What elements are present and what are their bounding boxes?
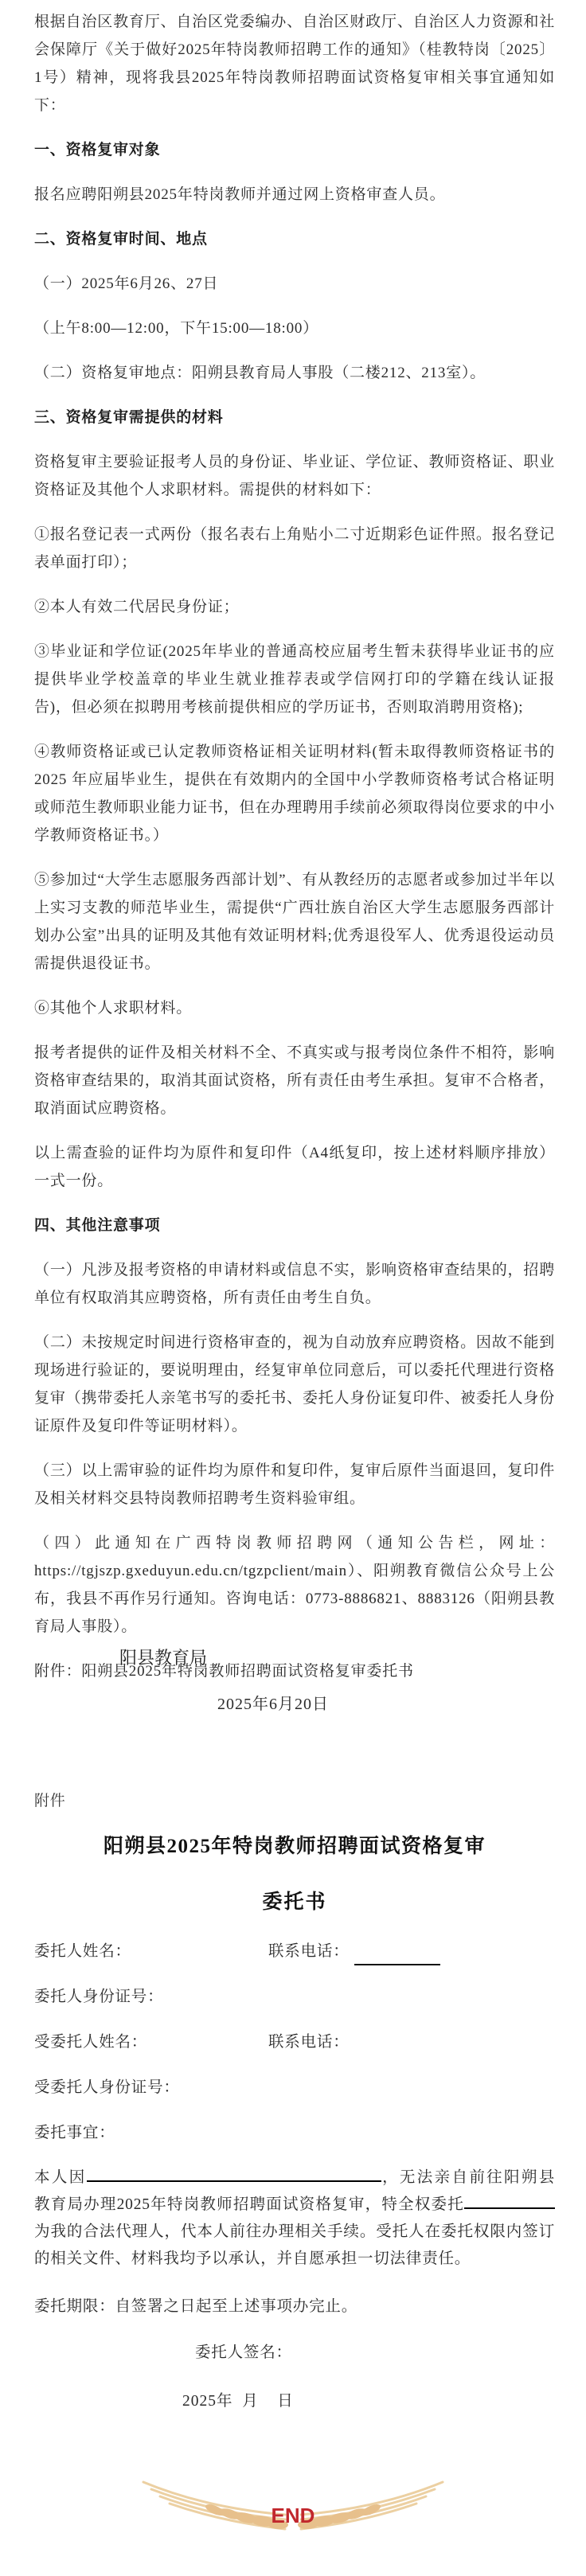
delegation-statement [34, 2164, 555, 2273]
principal-phone-blank [354, 1943, 440, 1965]
agent-blank [464, 2193, 555, 2209]
delegation-term: 委托期限：自签署之日起至上述事项办完止。 [34, 2298, 358, 2315]
notice-paragraph: （上午8:00—12:00，下午15:00—18:00） [34, 320, 319, 337]
agent-name-label: 受委托人姓名： [34, 2034, 148, 2051]
section-heading: 二、资格复审时间、地点 [34, 231, 208, 248]
issuer-name: 阳县教育局 [119, 1648, 208, 1668]
agent-id-row [34, 2074, 555, 2102]
principal-id-label: 委托人身份证号： [34, 1989, 164, 2005]
issue-date: 2025年6月20日 [217, 1696, 329, 1713]
notice-paragraph: （二）资格复审地点：阳朔县教育局人事股（二楼212、213室）。 [34, 365, 486, 381]
notice-paragraph: ⑤参加过“大学生志愿服务西部计划”、有从教经历的志愿者或参加过半年以上实习支教的师范毕业生，需提供“广西壮族自治区大学生志愿服务西部计划办公室”出具的证明及其他有效证明材料;优秀退役军人、优秀退役运动员需提供退役证书。 [34, 872, 555, 972]
notice-paragraph: （二）未按规定时间进行资格审查的，视为自动放弃应聘资格。因故不能到现场进行验证的，要说明理由，经复审单位同意后，可以委托代理进行资格复审（携带委托人亲笔书写的委托书、委托人身份证复印件、被委托人身份证原件及复印件等证明材料）。 [34, 1334, 555, 1434]
notice-paragraph: 资格复审主要验证报考人员的身份证、毕业证、学位证、教师资格证、职业资格证及其他个人求职材料。需提供的材料如下： [34, 454, 555, 498]
section-heading: 三、资格复审需提供的材料 [34, 409, 224, 426]
principal-phone-label: 联系电话： [268, 1943, 350, 1960]
notice-paragraph: 报名应聘阳朔县2025年特岗教师并通过网上资格审查人员。 [34, 186, 446, 203]
reason-blank [87, 2166, 381, 2182]
notice-paragraph: ②本人有效二代居民身份证； [34, 599, 240, 615]
section-heading: 一、资格复审对象 [34, 142, 161, 158]
notice-paragraph: （一）2025年6月26、27日 [34, 275, 219, 292]
agent-row [34, 2028, 555, 2056]
notice-body [0, 8, 586, 1702]
end-label: END [271, 2504, 315, 2527]
notice-paragraph: ③毕业证和学位证(2025年毕业的普通高校应届考生暂未获得毕业证书的应提供毕业学校盖章的毕业生就业推荐表或学信网打印的学籍在线认证报告)，但必须在拟聘用考核前提供相应的学历证书，否则取消聘用资格); [34, 643, 555, 716]
matter-label: 委托事宜： [34, 2125, 115, 2141]
matter-row [34, 2119, 555, 2147]
principal-id-row [34, 1983, 555, 2011]
notice-paragraph: 根据自治区教育厅、自治区党委编办、自治区财政厅、自治区人力资源和社会保障厅《关于做好2025年特岗教师招聘工作的通知》（桂教特岗〔2025〕1号）精神，现将我县2025年特岗教师招聘面试资格复审相关事宜通知如下： [34, 14, 555, 114]
section-heading: 四、其他注意事项 [34, 1217, 161, 1234]
end-decoration [126, 2480, 460, 2527]
notice-paragraph: ①报名登记表一式两份（报名表右上角贴小二寸近期彩色证件照。报名登记表单面打印）； [34, 526, 555, 571]
signature-label: 委托人签名： [195, 2344, 292, 2361]
delegation-part1: 本人因 [34, 2169, 87, 2186]
notice-paragraph: （一）凡涉及报考资格的申请材料或信息不实，影响资格审查结果的，招聘单位有权取消其应聘资格，所有责任由考生自负。 [34, 1262, 555, 1306]
notice-paragraph: 附件：阳朔县2025年特岗教师招聘面试资格复审委托书 [34, 1663, 414, 1680]
notice-paragraph: ⑥其他个人求职材料。 [34, 1000, 193, 1017]
principal-row [34, 1938, 555, 1965]
attachment-label: 附件 [34, 1793, 66, 1809]
agent-id-label: 受委托人身份证号： [34, 2079, 180, 2096]
notice-paragraph: ④教师资格证或已认定教师资格证相关证明材料(暂未取得教师资格证书的2025 年应届毕业生，提供在有效期内的全国中小学教师资格考试合格证明或师范生教师职业能力证书，但在办理聘用手续前必须取得岗位要求的中小学教师资格证书。） [34, 744, 555, 844]
agent-phone-label: 联系电话： [268, 2034, 350, 2051]
attachment-section [0, 1787, 586, 2415]
issuer-block [34, 1645, 552, 1714]
notice-paragraph: 报考者提供的证件及相关材料不全、不真实或与报考岗位条件不相符，影响资格审查结果的，取消其面试资格，所有责任由考生承担。复审不合格者，取消面试应聘资格。 [34, 1044, 555, 1117]
delegation-part3: 为我的合法代理人，代本人前往办理相关手续。受托人在委托权限内签订的相关文件、材料我均予以承认，并自愿承担一切法律责任。 [34, 2223, 555, 2267]
signature-date-line: 2025年 月 日 [182, 2393, 294, 2410]
attachment-title: 阳朔县2025年特岗教师招聘面试资格复审 [103, 1836, 486, 1857]
notice-paragraph: （三）以上需审验的证件均为原件和复印件，复审后原件当面退回，复印件及相关材料交县特岗教师招聘考生资料验审组。 [34, 1462, 555, 1507]
notice-paragraph: 以上需查验的证件均为原件和复印件（A4纸复印，按上述材料顺序排放）一式一份。 [34, 1145, 555, 1189]
delegation-part2: ，无法亲自前往阳朔县教育局办理2025年特岗教师招聘面试资格复审，特全权委托 [34, 2169, 555, 2213]
notice-paragraph: （四）此通知在广西特岗教师招聘网（通知公告栏，网址：https://tgjszp.gxeduyun.edu.cn/tgzpclient/main）、阳朔教育微信公众号上公布，我县不再作另行通知。咨询电话：0773-8886821、8883126（阳朔县教育局人事股）。 [34, 1535, 555, 1635]
attachment-subtitle: 委托书 [262, 1891, 327, 1913]
principal-name-label: 委托人姓名： [34, 1943, 131, 1960]
